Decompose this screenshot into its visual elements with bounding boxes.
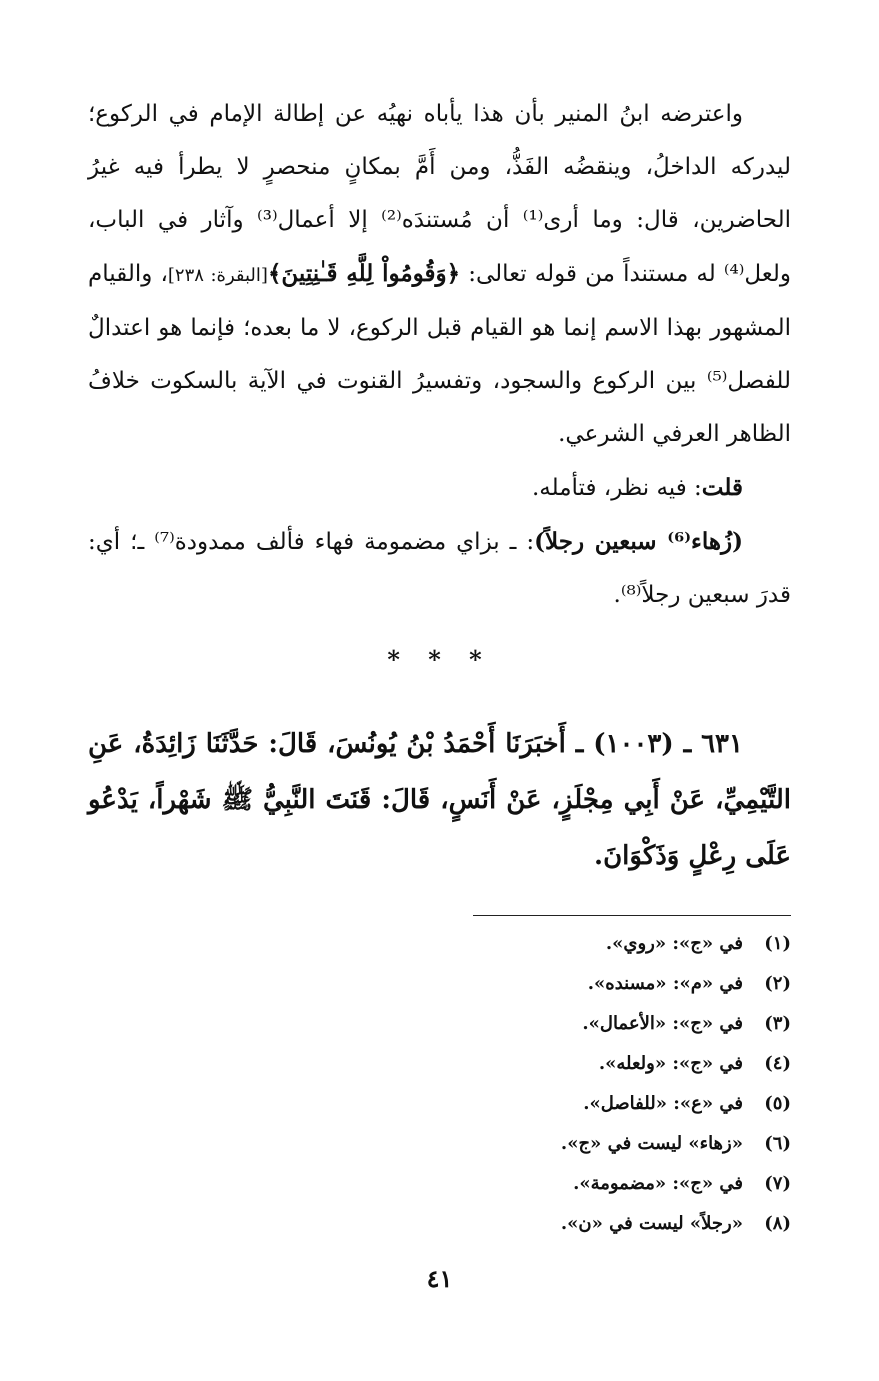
footnote-text: «زهاء» ليست في «ج». [560, 1133, 743, 1154]
qult-label: قلت [701, 474, 743, 501]
footnote-item [88, 1124, 791, 1164]
hadith-block [88, 716, 791, 884]
section-separator: * * * [387, 645, 492, 674]
footnote-text: في «ج»: «روي». [605, 933, 743, 954]
footnote-text: في «ج»: «الأعمال». [582, 1013, 743, 1034]
footnote-text: في «م»: «مسنده». [587, 973, 743, 994]
hadith-text: ٦٣١ ـ (١٠٠٣) ـ أَخبَرَنَا أَحْمَدُ بْنُ يُونُسَ، قَالَ: حَدَّثَنَا زَائِدَةُ، عَنِ التَّيْمِيِّ، عَنْ أَبِي مِجْلَزٍ، عَنْ أَنَسٍ، قَالَ: قَنَتَ النَّبِيُّ ﷺ شَهْراً، يَدْعُو عَلَى رِعْلٍ وَذَكْوَانَ. [88, 729, 791, 871]
footnote-text: «رجلاً» ليست في «ن». [560, 1213, 743, 1234]
footnote-item [88, 1004, 791, 1044]
footnote-text: في «ج»: «مضمومة». [573, 1173, 743, 1194]
footnotes-list [88, 924, 791, 1244]
commentary-para1-end: ، والقيام المشهور بهذا الاسم إنما هو القيام قبل الركوع، لا ما بعده؛ فإنما هو اعتدالٌ للفصل⁽⁵⁾ بين الركوع والسجود، وتفسيرُ القنوت في الآية بالسكوت خلافُ الظاهر العرفي الشرعي. [88, 261, 791, 447]
footnote-number: (٥) [764, 1093, 791, 1114]
entry-paragraph [88, 515, 791, 622]
footnote-item [88, 1164, 791, 1204]
footnote-text: في «ج»: «ولعله». [598, 1053, 743, 1074]
page-number: ٤١ [426, 1264, 453, 1293]
footnote-number: (٣) [764, 1013, 791, 1034]
footnote-item [88, 924, 791, 964]
footnote-item [88, 1044, 791, 1084]
footnote-text: في «ع»: «للفاصل». [583, 1093, 743, 1114]
commentary-para1: واعترضه ابنُ المنير بأن هذا يأباه نهيُه عن إطالة الإمام في الركوع؛ ليدركه الداخلُ، وينقضُه الفَذُّ، ومن أَمَّ بمكانٍ منحصرٍ لا يطرأ فيه غيرُ الحاضرين، قال: وما أرى⁽¹⁾ أن مُستندَه⁽²⁾ إلا أعمال⁽³⁾ وآثار في الباب، ولعل⁽⁴⁾ له مستنداً من قوله تعالى: [88, 101, 792, 287]
footnote-number: (٧) [764, 1173, 791, 1194]
quran-reference: [البقرة: ٢٣٨] [167, 265, 268, 286]
footnote-number: (٤) [764, 1053, 791, 1074]
footnote-number: (١) [764, 933, 791, 954]
entry-text: : ـ بزاي مضمومة فهاء فألف ممدودة⁽⁷⁾ ـ؛ أي: قدرَ سبعين رجلاً⁽⁸⁾. [88, 529, 791, 608]
entry-term: (زُهاء⁽⁶⁾ سبعين رجلاً) [534, 528, 743, 555]
footnote-number: (٢) [764, 973, 791, 994]
commentary-paragraph [88, 88, 791, 461]
footnote-item [88, 1084, 791, 1124]
quran-verse: ﴿وَقُومُواْ لِلَّهِ قَـٰنِتِينَ﴾ [267, 260, 461, 287]
footnote-number: (٦) [764, 1133, 791, 1154]
footnote-item [88, 1204, 791, 1244]
commentary-text [88, 88, 791, 622]
qult-text: : فيه نظر، فتأمله. [531, 475, 702, 501]
footnote-divider [473, 915, 791, 916]
footnote-item [88, 964, 791, 1004]
footnote-number: (٨) [764, 1213, 791, 1234]
qult-paragraph [88, 461, 791, 515]
